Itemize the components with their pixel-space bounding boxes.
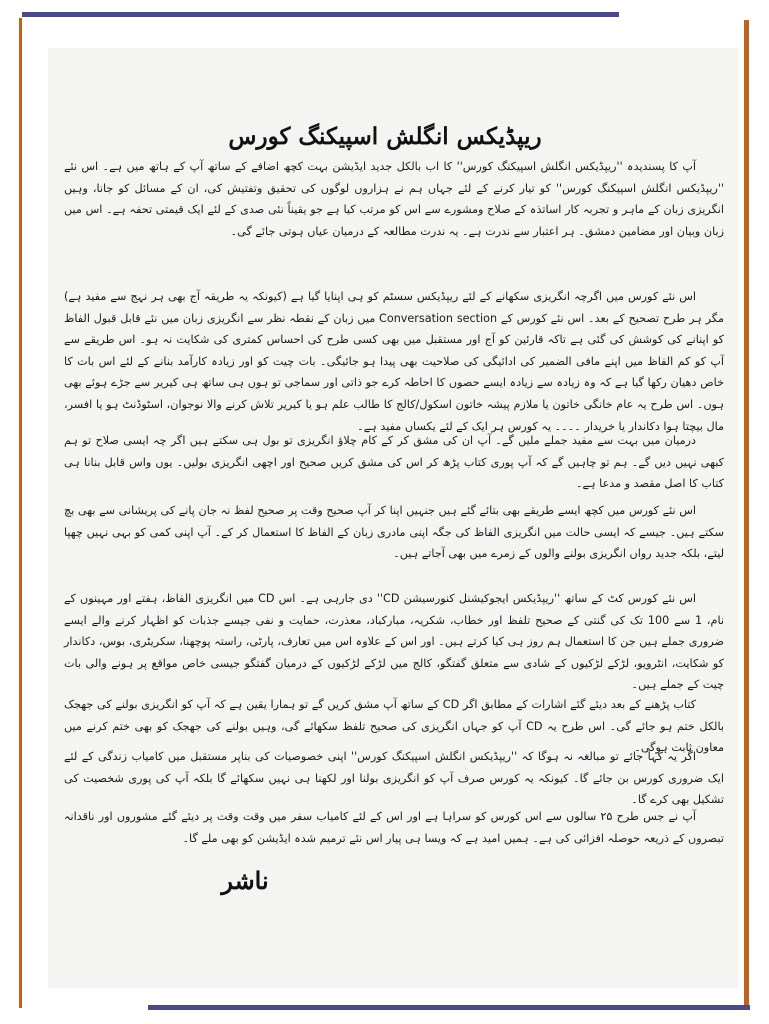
paragraph-3: درمیان میں بہت سے مفید جملے ملیں گے۔ آپ ان کی مشق کر کے کام چلاؤ انگریزی تو بول ہی سکتے ہیں اگر چہ ایسی صلاح تو ہم کبھی نہیں دیں گے۔ ہم تو چاہیں گے کہ آپ پوری کتاب پڑھ کر اس کی مشق کریں صحیح اور اچھی انگریزی بولیں۔ یوں واس قابل بنانا ہی کتاب کا اصل مقصد و مدعا ہے۔ — [64, 434, 724, 491]
paragraph-8: آپ نے جس طرح ۲۵ سالوں سے اس کورس کو سراہا ہے اور اس کے لئے کامیاب سفر میں وقت وقت پر دیئے گئے مشوروں اور ناقدانہ تبصروں کے ذریعہ حوصلہ افزائی کی ہے۔ ہمیں امید ہے کہ ویسا ہی پیار اس نئے ترمیم شدہ ایڈیشن کو بھی ملے گا۔ — [64, 810, 724, 845]
publisher-signature: ناشر — [221, 866, 269, 895]
paragraph-6: کتاب پڑھنے کے بعد دیئے گئے اشارات کے مطابق اگر CD کے ساتھ آپ مشق کریں گے تو ہمارا یقین ہے کہ آپ کو انگریزی بولنے کی جھجک بالکل ختم ہو جائے گی۔ اس طرح یہ CD آپ کو جہاں انگریزی کی صحیح تلفظ سکھائے گی، وہیں بولنے کی جھجک کو بھی ختم کرنے میں معاون ثابت ہوگی۔ — [64, 698, 724, 755]
frame-top-bar — [22, 12, 619, 17]
frame-left-bar — [19, 18, 22, 1008]
paragraph-5: اس نئے کورس کٹ کے ساتھ ''ریپڈیکس ایجوکیشنل کنورسیشن CD'' دی جارہی ہے۔ اس CD میں انگریزی الفاظ، ہفتے اور مہینوں کے نام، 1 سے 100 تک کی گنتی کے صحیح تلفظ اور خطاب، شکریہ، مبارکباد، معذرت، حمایت و نفی جیسے جذبات کو اظہار کرنے والے ایسے ضروری جملے ہیں جن کا استعمال ہم روز ہی کیا کرتے ہیں۔ اور اس کے علاوہ اس میں تعارف، پارٹی، راستہ پوچھنا، سکریٹری، بوس، دکاندار کو شکایت، انٹرویو، لڑکے لڑکیوں کے شادی سے متعلق گفتگو، کالج میں لڑکے لڑکیوں کے درمیان گفتگو جیسی خاص مواقع پر ہونے والی بات چیت کے جملے ہیں۔ — [64, 592, 724, 692]
paragraph-1: آپ کا پسندیدہ ''ریپڈیکس انگلش اسپیکنگ کورس'' کا اب بالکل جدید ایڈیشن بہت کچھ اضافے کے ساتھ آپ کے ہاتھ میں ہے۔ اس نئے ''ریپڈیکس انگلش اسپیکنگ کورس'' کو تیار کرنے کے لئے جہاں ہم نے ہزاروں لوگوں کی تحقیق وتفتیش کی، ان کے مسائل کو جانا، وہیں انگریزی زبان کے ماہر و تجربہ کار اساتذہ کے صلاح ومشورے سے اس کو مرتب کیا ہے جو یقیناً نئی صدی کے لئے ایک قیمتی تحفہ ہے۔ اس میں زبان وبیان اور مضامین دمشق۔ ہر اعتبار سے ندرت ہے۔ یہ ندرت مطالعہ کے درمیان عیاں ہوتی جائے گی۔ — [64, 160, 724, 238]
paragraph-2: اس نئے کورس میں اگرچہ انگریزی سکھانے کے لئے ریپڈیکس سسٹم کو ہی اپنایا گیا ہے (کیونکہ یہ طریقہ آج بھی ہر نہج سے مفید ہے) مگر ہر طرح تصحیح کے بعد۔ اس نئے کورس کے Conversation section میں زبان کے نقطہ نظر سے انگریزی زبان میں نئے قابل قبول الفاظ کو اپنانے کی کوشش کی گئی ہے تاکہ قارئین کو آج اور مستقبل میں بھی کسی طرح کی احساس کمتری کی شکایت نہ ہو۔ اس طریقے سے آپ کو کم الفاظ میں اپنے مافی الضمیر کی ادائیگی کی صلاحیت بھی پیدا ہو جائیگی۔ بات چیت کو اور زیادہ کارآمد بنانے کے لئے اس بات کا خاص دھیان رکھا گیا ہے کہ وہ زیادہ سے زیادہ ایسے حصوں کا احاطہ کرے جو ذاتی اور سماجی تو ہوں ہی ساتھ ہی کیریر سے جڑے ہوئے بھی ہوں۔ اس طرح یہ عام خانگی خاتون یا ملازم پیشہ خاتون اسکول/کالج کا طالب علم ہو یا کیریر تلاش کرنے والا نوجوان، اسٹوڈنٹ ہو یا افسر، مال بیچتا ہوا دکاندار یا خریدار ۔۔۔۔ یہ کورس ہر ایک کے لئے یکساں مفید ہے۔ — [64, 290, 724, 433]
paragraph-7: اگر یہ کہا جائے تو مبالغہ نہ ہوگا کہ ''ریپڈیکس انگلش اسپیکنگ کورس'' اپنی خصوصیات کی بناپر مستقبل میں کامیاب زندگی کے لئے ایک ضروری کورس بن جائے گا۔ کیونکہ یہ کورس صرف آپ کو انگریزی بولنا اور لکھنا ہی نہیں سکھائے گا بلکہ آپ کی پوری شخصیت کی تشکیل بھی کرے گا۔ — [64, 750, 724, 807]
frame-right-bar — [744, 20, 749, 1008]
paragraph-4: اس نئے کورس میں کچھ ایسے طریقے بھی بتائے گئے ہیں جنہیں اپنا کر آپ صحیح وقت پر صحیح لفظ نہ جان پانے کی پریشانی سے بھی بچ سکتے ہیں۔ جیسے کہ ایسی حالت میں انگریزی الفاظ کی جگہ اپنی مادری زبان کے الفاظ کا استعمال کر کے۔ آپ اپنی کمی کو بہی نہیں چھپا لیتے، بلکہ جدید رواں انگریزی بولنے والوں کے زمرے میں بھی آجاتے ہیں۔ — [64, 504, 724, 561]
frame-bottom-bar — [148, 1005, 750, 1010]
page-title: ریپڈیکس انگلش اسپیکنگ کورس — [228, 123, 542, 151]
